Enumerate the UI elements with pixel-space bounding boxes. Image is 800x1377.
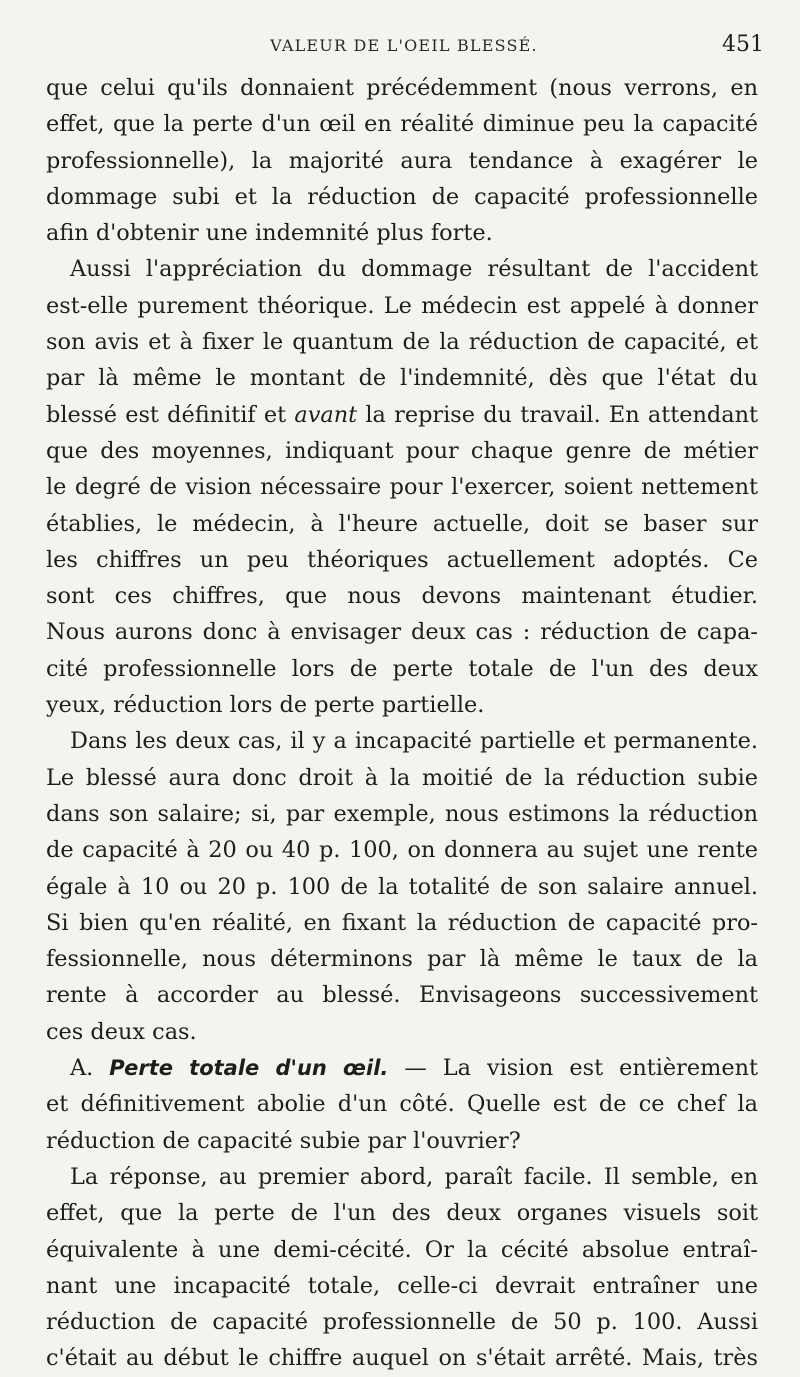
text-line: Nous aurons donc à envisager deux cas : réduction de capa-	[46, 619, 758, 646]
text-line: professionnelle), la majorité aura tendance à exagérer le	[46, 147, 758, 174]
text-line: équivalente à une demi-cécité. Or la cécité absolue entraî-	[46, 1236, 758, 1263]
text-line: Dans les deux cas, il y a incapacité partielle et permanente.	[70, 728, 758, 755]
text-line: Aussi l'appréciation du dommage résultant de l'accident	[70, 256, 758, 283]
text-line: dans son salaire; si, par exemple, nous estimons la réduction	[46, 800, 758, 827]
text-line: par là même le montant de l'indemnité, dès que l'état du	[46, 365, 758, 392]
text-line: dommage subi et la réduction de capacité professionnelle	[46, 183, 758, 210]
running-title: VALEUR DE L'OEIL BLESSÉ.	[270, 36, 538, 55]
text-segment: — La vision est entièrement	[388, 1055, 758, 1082]
text-line: réduction de capacité subie par l'ouvrier?	[46, 1127, 521, 1154]
text-line: ces deux cas.	[46, 1018, 197, 1045]
text-segment: blessé est définitif et	[46, 401, 295, 428]
text-line: établies, le médecin, à l'heure actuelle, doit se baser sur	[46, 510, 758, 537]
text-line: son avis et à fixer le quantum de la réduction de capacité, et	[46, 329, 758, 356]
text-line: La réponse, au premier abord, paraît facile. Il semble, en	[70, 1163, 758, 1190]
text-line: le degré de vision nécessaire pour l'exercer, soient nettement	[46, 474, 758, 501]
text-line: réduction de capacité professionnelle de 50 p. 100. Aussi	[46, 1309, 758, 1336]
running-head	[48, 32, 764, 62]
text-line: sont ces chiffres, que nous devons maintenant étudier.	[46, 583, 758, 610]
text-line: que celui qu'ils donnaient précédemment (nous verrons, en	[46, 75, 758, 101]
text-line: et définitivement abolie d'un côté. Quelle est de ce chef la	[46, 1091, 758, 1118]
emphasis-text: Perte totale d'un œil.	[109, 1056, 389, 1081]
text-line: fessionnelle, nous déterminons par là même le taux de la	[46, 946, 758, 973]
text-line: que des moyennes, indiquant pour chaque genre de métier	[46, 437, 758, 464]
text-line: nant une incapacité totale, celle-ci devrait entraîner une	[46, 1272, 758, 1299]
body-text	[46, 70, 758, 1377]
text-line: afin d'obtenir une indemnité plus forte.	[46, 220, 493, 247]
text-segment: A.	[70, 1055, 110, 1082]
text-segment: la reprise du travail. En attendant	[357, 401, 759, 428]
text-line: c'était au début le chiffre auquel on s'était arrêté. Mais, très	[46, 1345, 758, 1372]
emphasis-text: avant	[294, 401, 358, 428]
text-line: effet, que la perte d'un œil en réalité diminue peu la capacité	[46, 111, 758, 138]
text-line	[46, 397, 758, 433]
text-line: rente à accorder au blessé. Envisageons successivement	[46, 982, 758, 1009]
text-line: de capacité à 20 ou 40 p. 100, on donnera au sujet une rente	[46, 837, 758, 864]
text-line: égale à 10 ou 20 p. 100 de la totalité de son salaire annuel.	[46, 873, 758, 900]
text-line	[46, 1050, 758, 1086]
text-line: les chiffres un peu théoriques actuellement adoptés. Ce	[46, 546, 758, 573]
text-line: effet, que la perte de l'un des deux organes visuels soit	[46, 1200, 758, 1227]
text-line: Si bien qu'en réalité, en fixant la réduction de capacité pro-	[46, 909, 758, 936]
text-line: est-elle purement théorique. Le médecin est appelé à donner	[46, 292, 758, 319]
text-line: yeux, réduction lors de perte partielle.	[46, 692, 485, 719]
text-line: Le blessé aura donc droit à la moitié de la réduction subie	[46, 764, 758, 791]
text-line: cité professionnelle lors de perte totale de l'un des deux	[46, 655, 758, 682]
page-number: 451	[722, 32, 764, 57]
